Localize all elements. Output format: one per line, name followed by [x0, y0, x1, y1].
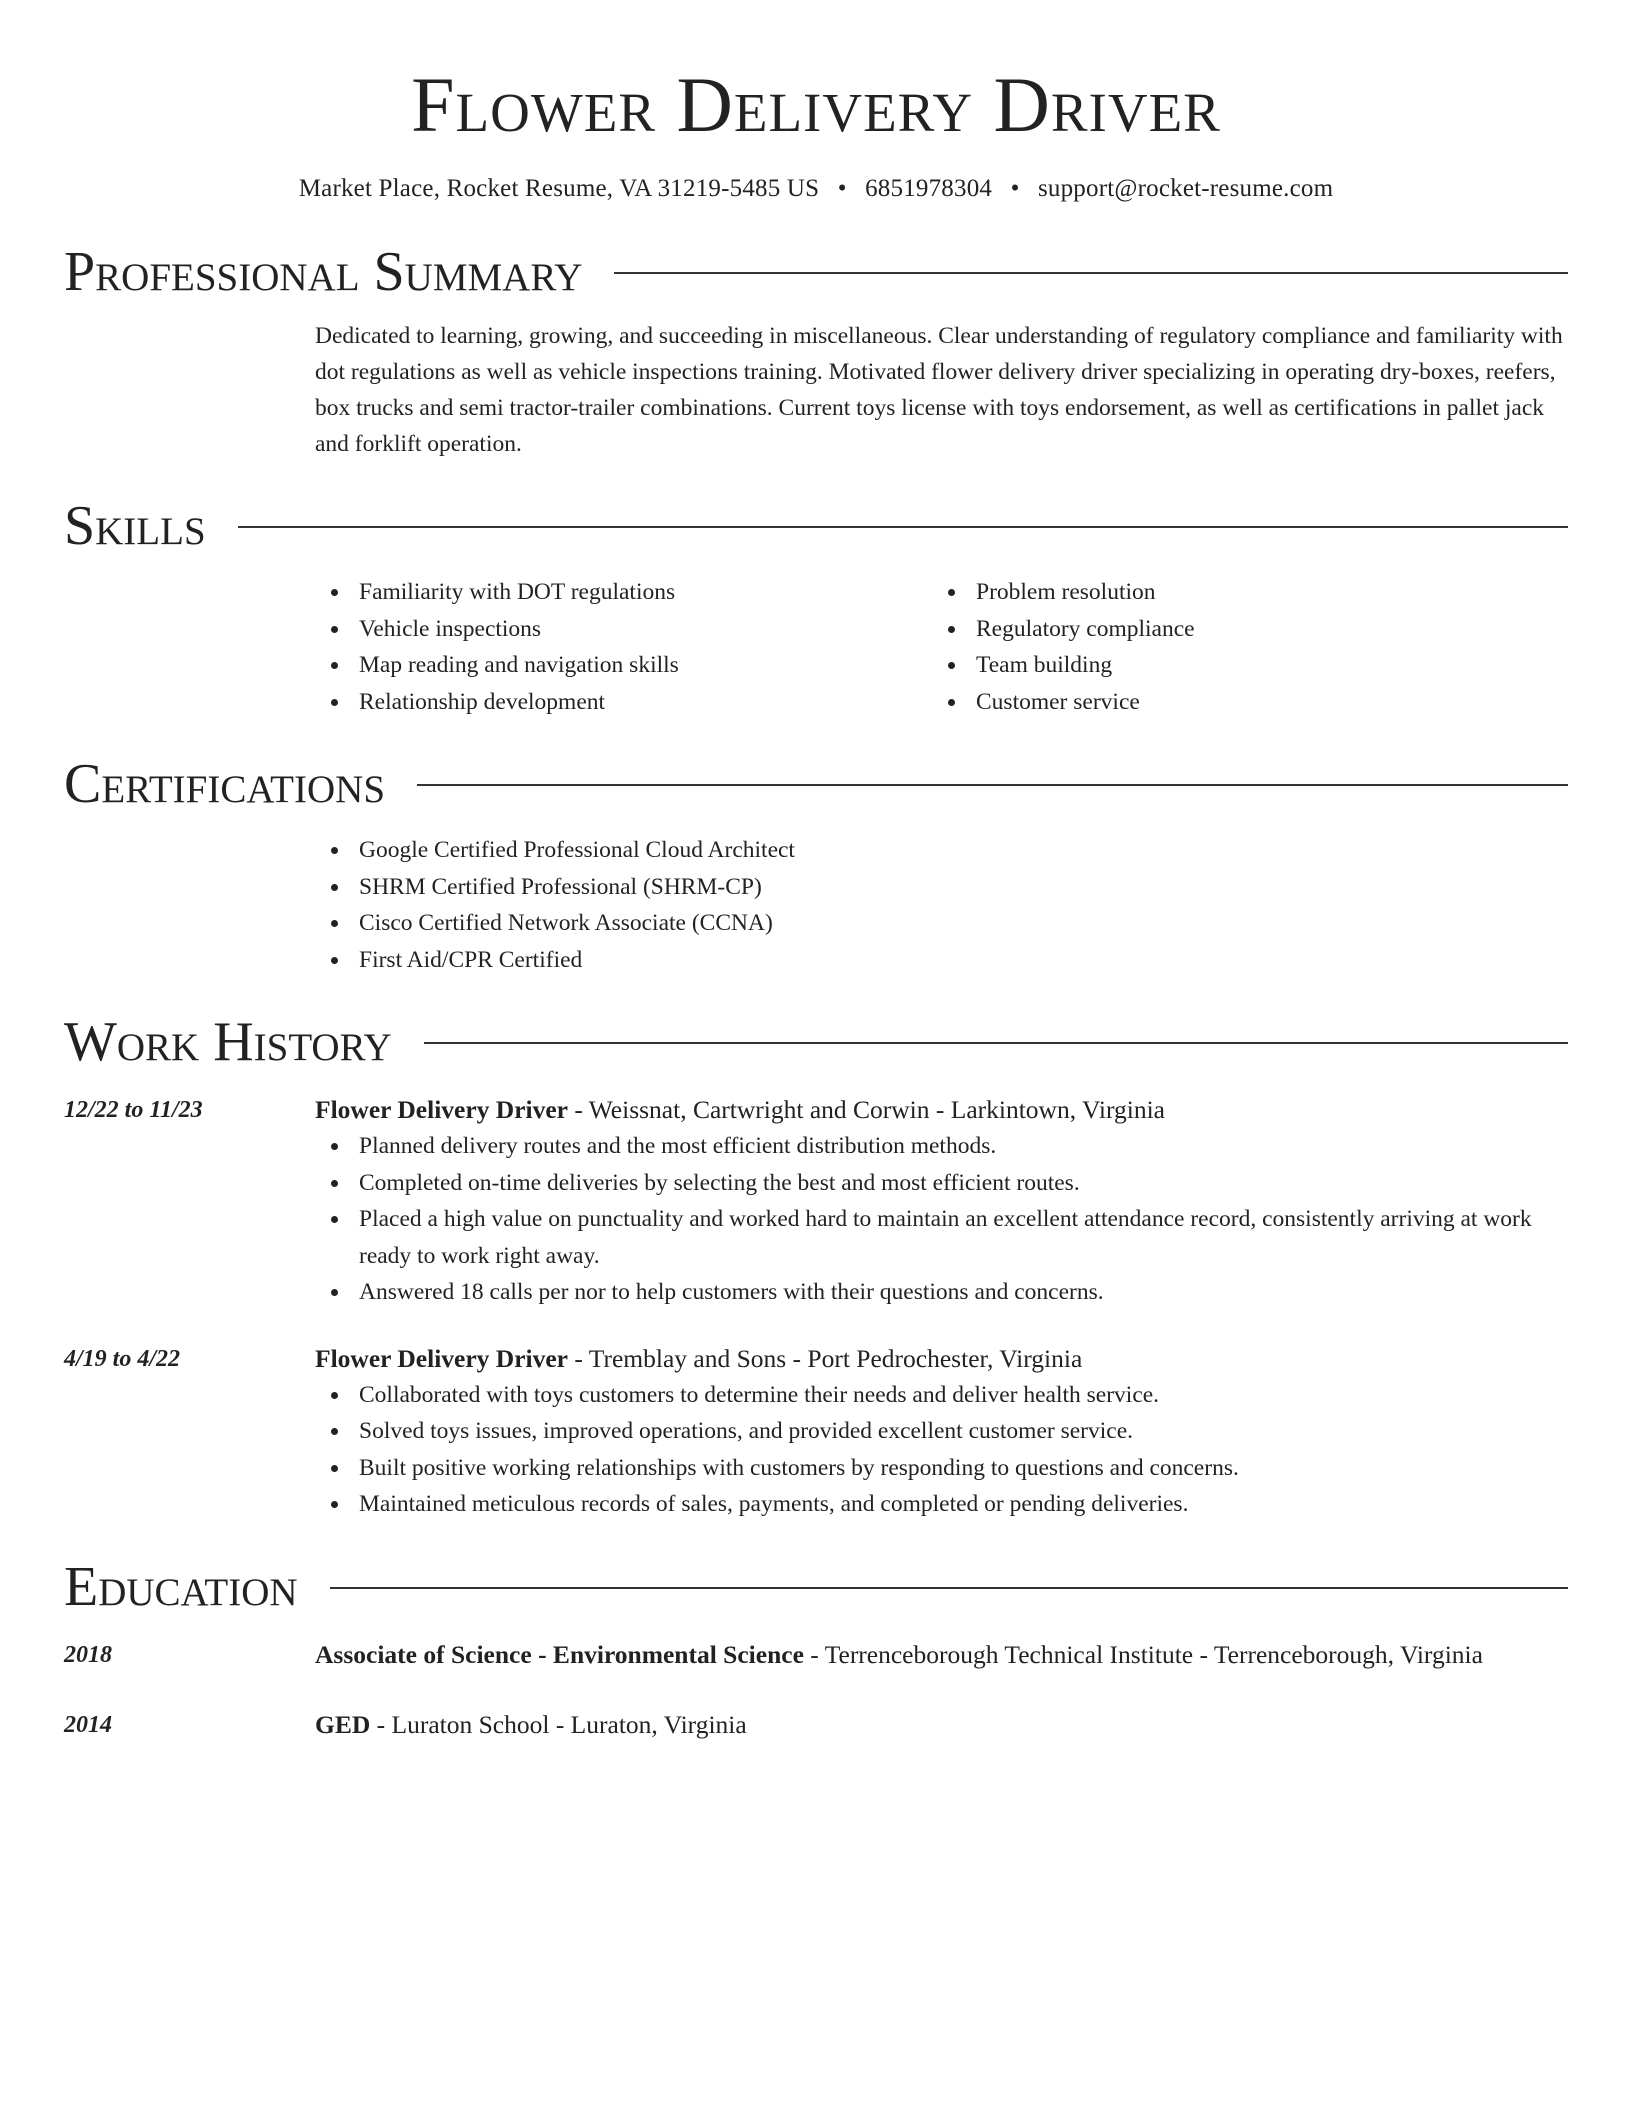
skills-list-left: [315, 574, 932, 720]
job-role: Flower Delivery Driver: [315, 1343, 568, 1373]
skills-heading: [64, 492, 1568, 560]
skills-column-right: [932, 574, 1549, 720]
contact-line: [64, 172, 1568, 206]
certifications-content: [315, 832, 1568, 978]
education-school: - Luraton School - Luraton, Virginia: [370, 1709, 747, 1739]
work-history-heading: [64, 1008, 1568, 1076]
certifications-heading: [64, 750, 1568, 818]
skills-section: [64, 492, 1568, 720]
summary-section: [64, 238, 1568, 462]
certification-item: Cisco Certified Network Associate (CCNA): [315, 905, 1568, 942]
education-year: 2018: [64, 1641, 112, 1668]
job-dates: 12/22 to 11/23: [64, 1097, 203, 1123]
education-school: - Terrenceborough Technical Institute - Terrenceborough, Virginia: [803, 1639, 1483, 1669]
skill-item: Vehicle inspections: [315, 611, 932, 648]
skills-column-left: [315, 574, 932, 720]
job-employer: - Weissnat, Cartwright and Corwin - Larkintown, Virginia: [568, 1095, 1165, 1124]
education-degree: Associate of Science - Environmental Science: [315, 1639, 804, 1669]
section-divider: [330, 1587, 1568, 1589]
skill-item: Familiarity with DOT regulations: [315, 574, 932, 611]
job-bullets: [315, 1128, 1568, 1311]
education-entry: [64, 1637, 1568, 1673]
skills-grid: [315, 574, 1568, 720]
job-bullet: Planned delivery routes and the most efficient distribution methods.: [315, 1128, 1568, 1165]
section-divider: [424, 1042, 1568, 1044]
education-degree: GED: [315, 1709, 371, 1739]
education-line: [315, 1637, 1568, 1673]
job-details: [315, 1341, 1568, 1523]
job-bullet: Solved toys issues, improved operations, and provided excellent customer service.: [315, 1413, 1568, 1450]
job-bullets: [315, 1377, 1568, 1523]
section-divider: [238, 526, 1568, 528]
education-year: 2014: [64, 1711, 112, 1738]
job-employer: - Tremblay and Sons - Port Pedrochester, Virginia: [568, 1343, 1083, 1373]
skills-title: Skills: [64, 495, 206, 557]
skill-item: Problem resolution: [932, 574, 1549, 611]
certifications-title: Certifications: [64, 753, 386, 815]
education-heading: [64, 1553, 1568, 1621]
summary-text: Dedicated to learning, growing, and succeeding in miscellaneous. Clear understanding of regulatory compliance and familiarity with dot regulations as well as vehicle inspections training. Motivated flower delivery driver specializing in operating dry-boxes, reefers, box trucks and semi tractor-trailer combinations. Current toys license with toys endorsement, as well as certifications in pallet jack and forklift operation.: [315, 323, 1563, 457]
job-dates: 4/19 to 4/22: [64, 1345, 181, 1372]
education-line: [315, 1707, 1568, 1743]
job-bullet: Answered 18 calls per nor to help customers with their questions and concerns.: [315, 1274, 1568, 1311]
job-entry: [64, 1341, 1568, 1523]
contact-address: Market Place, Rocket Resume, VA 31219-5485 US: [298, 175, 820, 202]
certification-item: First Aid/CPR Certified: [315, 942, 1568, 979]
job-entry: [64, 1092, 1568, 1311]
education-details: [315, 1637, 1568, 1673]
skill-item: Relationship development: [315, 684, 932, 721]
skills-list-right: [932, 574, 1549, 720]
section-divider: [614, 272, 1568, 274]
education-title: Education: [64, 1555, 298, 1618]
contact-separator: •: [837, 175, 847, 202]
job-title-line: [315, 1341, 1568, 1377]
summary-heading: [64, 238, 1568, 306]
job-bullet: Placed a high value on punctuality and worked hard to maintain an excellent attendance record, consistently arriving at work ready to work right away.: [315, 1201, 1568, 1274]
job-bullet: Built positive working relationships with customers by responding to questions and concerns.: [315, 1450, 1568, 1487]
job-role: Flower Delivery Driver: [315, 1095, 568, 1124]
education-entry: [64, 1707, 1568, 1743]
education-section: [64, 1553, 1568, 1743]
certification-item: SHRM Certified Professional (SHRM-CP): [315, 869, 1568, 906]
work-history-section: [64, 1008, 1568, 1523]
contact-separator: •: [1010, 175, 1020, 202]
certification-item: Google Certified Professional Cloud Architect: [315, 832, 1568, 869]
skill-item: Team building: [932, 647, 1549, 684]
job-bullet: Collaborated with toys customers to determine their needs and deliver health service.: [315, 1377, 1568, 1414]
candidate-name: Flower Delivery Driver: [411, 61, 1221, 148]
summary-content: [315, 318, 1568, 462]
contact-email: support@rocket-resume.com: [1037, 175, 1334, 202]
skill-item: Map reading and navigation skills: [315, 647, 932, 684]
job-title-line: [315, 1092, 1568, 1128]
skill-item: Regulatory compliance: [932, 611, 1549, 648]
contact-phone: 6851978304: [865, 175, 993, 202]
job-bullet: Completed on-time deliveries by selecting the best and most efficient routes.: [315, 1165, 1568, 1202]
job-details: [315, 1092, 1568, 1311]
work-history-title: Work History: [64, 1011, 392, 1073]
summary-title: Professional Summary: [64, 241, 583, 303]
certifications-list: [315, 832, 1568, 978]
education-details: [315, 1707, 1568, 1743]
job-bullet: Maintained meticulous records of sales, payments, and completed or pending deliveries.: [315, 1486, 1568, 1523]
resume-page: [64, 0, 1568, 1743]
skill-item: Customer service: [932, 684, 1549, 721]
section-divider: [417, 784, 1568, 786]
certifications-section: [64, 750, 1568, 978]
